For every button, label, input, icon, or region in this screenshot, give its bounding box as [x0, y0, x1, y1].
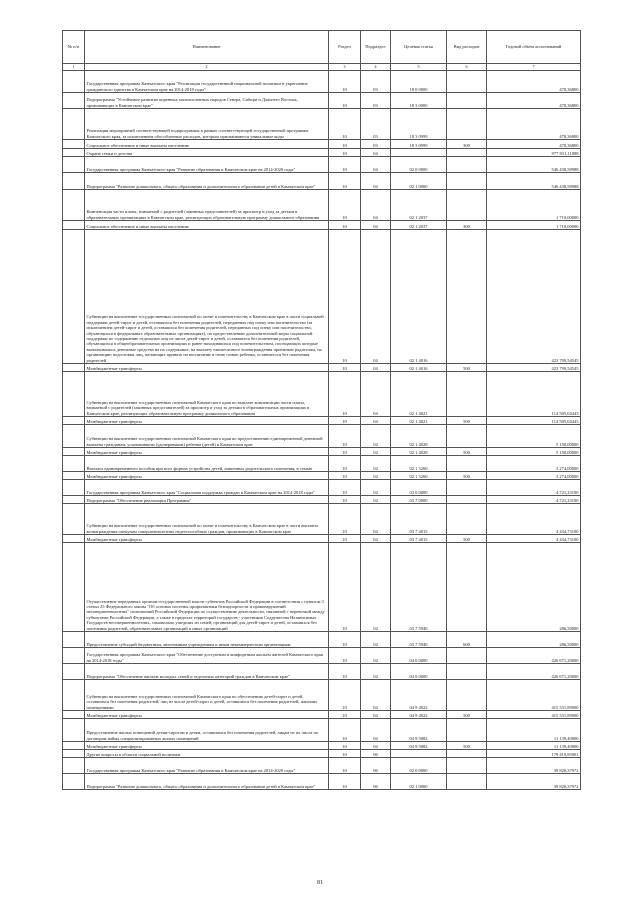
table-row: [63, 480, 581, 496]
row-podrazdel: 03: [361, 140, 391, 149]
row-annual-sum: 4 721,23100: [487, 496, 581, 504]
row-razdel: 10: [329, 221, 361, 230]
row-expense-type: 500: [447, 711, 487, 719]
row-expense-type: [447, 719, 487, 742]
row-annual-sum: 423 799,54545: [487, 364, 581, 372]
row-target-article: 03 7 5940: [391, 632, 447, 648]
row-annual-sum: 39 820,37972: [487, 758, 581, 774]
row-razdel: 10: [329, 109, 361, 140]
row-expense-type: [447, 504, 487, 535]
row-name: Государственная программа Камчатского края "Социальная поддержка граждан в Камчатском крае на 2014-2018 годы": [85, 480, 329, 496]
row-podrazdel: 04: [361, 711, 391, 719]
row-target-article: 02 1 0000: [391, 774, 447, 790]
row-expense-type: 500: [447, 448, 487, 456]
row-expense-type: [447, 664, 487, 680]
row-razdel: 10: [329, 157, 361, 173]
budget-table-page: [62, 30, 580, 790]
row-razdel: 10: [329, 190, 361, 221]
row-annual-sum: 4 434,73100: [487, 504, 581, 535]
row-name: Подпрограмма "Устойчивое развитие коренных малочисленных народов Севера, Сибири и Дальнего Востока, проживающих в Камчатском крае": [85, 93, 329, 109]
row-target-article: [391, 750, 447, 758]
row-name: Межбюджетные трансферты: [85, 535, 329, 543]
row-razdel: 10: [329, 504, 361, 535]
row-podrazdel: 06: [361, 758, 391, 774]
table-row: [63, 230, 581, 364]
row-annual-sum: 5 150,00000: [487, 425, 581, 448]
row-target-article: 04 0 0000: [391, 648, 447, 664]
row-annual-sum: 478,36800: [487, 93, 581, 109]
row-number: [63, 742, 85, 750]
row-podrazdel: 04: [361, 149, 391, 157]
table-row: [63, 680, 581, 711]
row-name: Реализация мероприятий соответствующей подпрограммы в рамках соответствующей государственной программы Камчатского края, за исключением обособленных расходов, которым присваиваются уникальные коды: [85, 109, 329, 140]
row-podrazdel: 04: [361, 221, 391, 230]
table-row: [63, 372, 581, 417]
row-expense-type: [447, 190, 487, 221]
table-row: [63, 157, 581, 173]
table-row: [63, 425, 581, 448]
row-expense-type: [447, 543, 487, 632]
row-name: Подпрограмма "Обеспечение жильем молодых семей и отдельных категорий граждан в Камчатском крае": [85, 664, 329, 680]
row-name: Межбюджетные трансферты: [85, 742, 329, 750]
row-name: Межбюджетные трансферты: [85, 711, 329, 719]
row-target-article: 02 0 0000: [391, 758, 447, 774]
row-name: Субвенции на выполнение государственных полномочий Камчатского края по выплате компенсации части платы, взимаемой с родителей (законных представителей) за присмотр и уход за детьми в образовательных организациях в Камчатском крае, реализующих образовательную программу дошкольного образования: [85, 372, 329, 417]
table-row: [63, 719, 581, 742]
row-annual-sum: 478,36800: [487, 109, 581, 140]
row-annual-sum: 11 139,40000: [487, 742, 581, 750]
row-annual-sum: 112 505,04443: [487, 372, 581, 417]
row-razdel: 10: [329, 456, 361, 472]
table-row: [63, 535, 581, 543]
row-annual-sum: 112 505,04443: [487, 417, 581, 425]
row-razdel: 10: [329, 758, 361, 774]
row-annual-sum: 478,36800: [487, 71, 581, 93]
row-target-article: 18 0 0000: [391, 71, 447, 93]
row-podrazdel: 04: [361, 632, 391, 648]
row-target-article: 02 1 2037: [391, 190, 447, 221]
row-annual-sum: 426 671,29000: [487, 664, 581, 680]
row-number: [63, 774, 85, 790]
row-annual-sum: 1 710,00000: [487, 190, 581, 221]
row-expense-type: [447, 774, 487, 790]
table-header-row: [63, 31, 581, 64]
row-name: Межбюджетные трансферты: [85, 448, 329, 456]
table-row: [63, 774, 581, 790]
table-row: [63, 417, 581, 425]
row-number: [63, 711, 85, 719]
row-target-article: 04 9 4022: [391, 711, 447, 719]
column-index: 5: [391, 64, 447, 71]
table-row: [63, 648, 581, 664]
row-number: [63, 472, 85, 480]
header-podrazdel: Подраздел: [361, 31, 391, 64]
row-number: [63, 109, 85, 140]
row-podrazdel: 04: [361, 472, 391, 480]
row-target-article: 02 1 4028: [391, 425, 447, 448]
row-annual-sum: 1 710,00000: [487, 221, 581, 230]
row-target-article: 02 1 4016: [391, 230, 447, 364]
row-target-article: 04 9 5082: [391, 742, 447, 750]
table-row: [63, 71, 581, 93]
row-number: [63, 93, 85, 109]
row-annual-sum: 426 671,29000: [487, 648, 581, 664]
row-number: [63, 221, 85, 230]
row-annual-sum: 546 438,58988: [487, 157, 581, 173]
row-number: [63, 535, 85, 543]
header-annual-sum: Годовой объем ассигнований: [487, 31, 581, 64]
row-razdel: 10: [329, 664, 361, 680]
page-number: 81: [317, 880, 323, 886]
row-target-article: 04 9 4022: [391, 680, 447, 711]
row-target-article: 03 7 4015: [391, 504, 447, 535]
row-annual-sum: 478,36800: [487, 140, 581, 149]
row-name: Охрана семьи и детства: [85, 149, 329, 157]
table-row: [63, 173, 581, 190]
row-podrazdel: 04: [361, 190, 391, 221]
table-row: [63, 632, 581, 648]
row-number: [63, 750, 85, 758]
row-number: [63, 448, 85, 456]
table-row: [63, 742, 581, 750]
row-podrazdel: 04: [361, 664, 391, 680]
column-index: 3: [329, 64, 361, 71]
row-podrazdel: 04: [361, 742, 391, 750]
row-podrazdel: 04: [361, 425, 391, 448]
row-name: Подпрограмма "Обеспечение реализации Программы": [85, 496, 329, 504]
row-annual-sum: 4 434,73100: [487, 535, 581, 543]
row-podrazdel: 06: [361, 750, 391, 758]
row-number: [63, 480, 85, 496]
row-razdel: 10: [329, 535, 361, 543]
row-name: Осуществление переданных органам государственной власти субъектов Российской Федерации в соответствии с пунктом 3 статьи 25 Федерального закона "Об основах системы профилактики безнадзорности и правонарушений несовершеннолетних" полномочий Российской Федерации по осуществлению деятельности, связанной с перевозкой между субъектами Российской Федерации, а также в пределах территорий государств - участников Содружества Независимых Государств несовершеннолетних, самовольно ушедших из семей, организаций для детей-сирот и детей, оставшихся без попечения родителей, образовательных организаций и иных организаций: [85, 543, 329, 632]
row-number: [63, 71, 85, 93]
table-row: [63, 496, 581, 504]
row-target-article: 18 3 0000: [391, 93, 447, 109]
row-expense-type: 500: [447, 742, 487, 750]
header-name: Наименование: [85, 31, 329, 64]
row-expense-type: 500: [447, 472, 487, 480]
row-podrazdel: 04: [361, 496, 391, 504]
row-number: [63, 140, 85, 149]
row-name: Межбюджетные трансферты: [85, 364, 329, 372]
row-razdel: 10: [329, 480, 361, 496]
column-index-row: [63, 64, 581, 71]
row-podrazdel: 04: [361, 480, 391, 496]
table-row: [63, 190, 581, 221]
column-index: 2: [85, 64, 329, 71]
row-target-article: 02 1 4028: [391, 448, 447, 456]
row-name: Социальное обеспечение и иные выплаты населению: [85, 140, 329, 149]
row-podrazdel: 04: [361, 543, 391, 632]
row-annual-sum: 415 531,89000: [487, 711, 581, 719]
row-expense-type: [447, 71, 487, 93]
row-name: Подпрограмма "Развитие дошкольного, общего образования и дополнительного образования детей в Камчатском крае": [85, 173, 329, 190]
row-expense-type: [447, 93, 487, 109]
table-row: [63, 140, 581, 149]
row-razdel: 10: [329, 742, 361, 750]
row-name: Субвенции на выполнение государственных полномочий по опеке и попечительству в Камчатском крае в части выплаты вознаграждения опекунам совершеннолетних недееспособных граждан, проживающих в Камчатском крае: [85, 504, 329, 535]
row-name: Государственная программа Камчатского края "Реализация государственной национальной политики и укрепление гражданского единства в Камчатском крае на 2014-2018 годы": [85, 71, 329, 93]
row-razdel: 10: [329, 496, 361, 504]
row-number: [63, 496, 85, 504]
row-name: Межбюджетные трансферты: [85, 472, 329, 480]
row-podrazdel: 04: [361, 157, 391, 173]
row-razdel: 10: [329, 364, 361, 372]
row-target-article: 02 1 5260: [391, 456, 447, 472]
column-index: 4: [361, 64, 391, 71]
table-row: [63, 448, 581, 456]
row-razdel: 10: [329, 173, 361, 190]
row-target-article: 02 1 4016: [391, 364, 447, 372]
row-expense-type: 500: [447, 364, 487, 372]
row-expense-type: [447, 496, 487, 504]
row-annual-sum: 286,50000: [487, 632, 581, 648]
row-name: Выплата единовременного пособия при всех формах устройства детей, лишенных родительского попечения, в семью: [85, 456, 329, 472]
row-number: [63, 543, 85, 632]
header-razdel: Раздел: [329, 31, 361, 64]
row-name: Субвенции на выполнение государственных полномочий Камчатского края по обеспечению детей-сирот и детей, оставшихся без попечения родителей, лиц из числа детей-сирот и детей, оставшихся без попечения родителей, жилыми помещениями: [85, 680, 329, 711]
row-number: [63, 758, 85, 774]
row-podrazdel: 04: [361, 372, 391, 417]
row-razdel: 10: [329, 230, 361, 364]
row-number: [63, 504, 85, 535]
budget-table: [62, 30, 581, 790]
row-expense-type: 600: [447, 632, 487, 648]
row-target-article: 02 1 5260: [391, 472, 447, 480]
row-target-article: 03 0 0000: [391, 480, 447, 496]
row-expense-type: [447, 109, 487, 140]
row-name: Подпрограмма "Развитие дошкольного, общего образования и дополнительного образования детей в Камчатском крае": [85, 774, 329, 790]
row-annual-sum: 3 274,00000: [487, 456, 581, 472]
row-razdel: 10: [329, 632, 361, 648]
row-annual-sum: 39 820,37972: [487, 774, 581, 790]
row-podrazdel: 04: [361, 719, 391, 742]
row-expense-type: [447, 750, 487, 758]
row-target-article: [391, 149, 447, 157]
row-number: [63, 632, 85, 648]
row-annual-sum: 11 139,40000: [487, 719, 581, 742]
table-row: [63, 504, 581, 535]
row-name: Субвенции на выполнение государственных полномочий по опеке и попечительству в Камчатском крае в части социальной поддержки детей-сирот и детей, оставшихся без попечения родителей, переданных под опеку или попечительство (за исключением детей-сирот и детей, оставшихся без попечения родителей, переданных под опеку или попечительство, обучающихся в федеральных образовательных организациях), по предоставлению дополнительной меры социальной поддержки по содержанию отдельных лиц из числа детей-сирот и детей, оставшихся без попечения родителей, обучающихся в общеобразовательных организациях и ранее находившихся под попечительством, посещающих которые выплачивались денежные средства на их содержание, на выплату ежемесячного вознаграждения приемным родителям, на организацию подготовки лиц, желающих принять на воспитание в свою семью ребенка, оставшегося без попечения родителей: [85, 230, 329, 364]
row-razdel: 10: [329, 711, 361, 719]
row-number: [63, 173, 85, 190]
table-row: [63, 364, 581, 372]
row-razdel: 10: [329, 448, 361, 456]
row-razdel: 10: [329, 680, 361, 711]
row-expense-type: [447, 173, 487, 190]
header-num: № п/п: [63, 31, 85, 64]
table-row: [63, 543, 581, 632]
row-podrazdel: 04: [361, 230, 391, 364]
row-annual-sum: 4 721,23100: [487, 480, 581, 496]
table-row: [63, 149, 581, 157]
row-number: [63, 417, 85, 425]
row-target-article: 03 7 0000: [391, 496, 447, 504]
table-row: [63, 664, 581, 680]
column-index: 6: [447, 64, 487, 71]
row-razdel: 10: [329, 417, 361, 425]
row-razdel: 10: [329, 543, 361, 632]
row-razdel: 10: [329, 648, 361, 664]
row-razdel: 10: [329, 774, 361, 790]
row-podrazdel: 04: [361, 173, 391, 190]
row-number: [63, 364, 85, 372]
row-name: Предоставление субсидий бюджетным, автономным учреждениям и иным некоммерческим организациям: [85, 632, 329, 648]
row-number: [63, 190, 85, 221]
row-expense-type: [447, 157, 487, 173]
row-annual-sum: 415 531,89000: [487, 680, 581, 711]
header-target-article: Целевая статья: [391, 31, 447, 64]
row-razdel: 10: [329, 372, 361, 417]
row-expense-type: 300: [447, 140, 487, 149]
row-name: Государственная программа Камчатского края "Развитие образования в Камчатском крае на 2014-2020 годы": [85, 758, 329, 774]
row-expense-type: [447, 149, 487, 157]
row-razdel: 10: [329, 149, 361, 157]
row-podrazdel: 04: [361, 448, 391, 456]
row-name: Государственная программа Камчатского края "Обеспечение доступным и комфортным жильем жителей Камчатского края на 2014-2018 годы": [85, 648, 329, 664]
row-number: [63, 157, 85, 173]
row-number: [63, 372, 85, 417]
row-expense-type: [447, 456, 487, 472]
table-body: [63, 71, 581, 790]
row-podrazdel: 03: [361, 93, 391, 109]
table-row: [63, 109, 581, 140]
row-podrazdel: 06: [361, 774, 391, 790]
row-annual-sum: 3 274,00000: [487, 472, 581, 480]
row-razdel: 10: [329, 71, 361, 93]
row-target-article: 04 9 5082: [391, 719, 447, 742]
row-name: Субвенции на выполнение государственных полномочий Камчатского края по предоставлению единовременной денежной выплаты гражданам, усыновившим (удочерившим) ребенка (детей) в Камчатском крае: [85, 425, 329, 448]
row-expense-type: 500: [447, 417, 487, 425]
table-row: [63, 93, 581, 109]
row-number: [63, 230, 85, 364]
row-number: [63, 456, 85, 472]
column-index: 1: [63, 64, 85, 71]
row-name: Другие вопросы в области социальной политики: [85, 750, 329, 758]
row-target-article: 02 1 0000: [391, 173, 447, 190]
row-number: [63, 719, 85, 742]
row-podrazdel: 04: [361, 535, 391, 543]
table-row: [63, 472, 581, 480]
row-target-article: 03 7 4015: [391, 535, 447, 543]
row-expense-type: [447, 425, 487, 448]
row-razdel: 10: [329, 140, 361, 149]
row-podrazdel: 04: [361, 648, 391, 664]
row-expense-type: 300: [447, 221, 487, 230]
row-number: [63, 425, 85, 448]
row-name: Компенсация части платы, взимаемой с родителей (законных представителей) за присмотр и уход за детьми в образовательных организациях в Камчатском крае, реализующих образовательную программу дошкольного образования: [85, 190, 329, 221]
row-podrazdel: 04: [361, 417, 391, 425]
row-number: [63, 664, 85, 680]
row-expense-type: 500: [447, 535, 487, 543]
row-podrazdel: 04: [361, 504, 391, 535]
row-podrazdel: 04: [361, 680, 391, 711]
row-annual-sum: 546 438,58988: [487, 173, 581, 190]
row-name: Межбюджетные трансферты: [85, 417, 329, 425]
row-expense-type: [447, 480, 487, 496]
row-name: Социальное обеспечение и иные выплаты населению: [85, 221, 329, 230]
row-target-article: 18 3 0999: [391, 140, 447, 149]
row-target-article: 03 7 5940: [391, 543, 447, 632]
row-number: [63, 648, 85, 664]
table-row: [63, 750, 581, 758]
row-razdel: 10: [329, 750, 361, 758]
row-target-article: 02 1 4021: [391, 417, 447, 425]
row-target-article: 18 3 0999: [391, 109, 447, 140]
row-target-article: 02 0 0000: [391, 157, 447, 173]
row-razdel: 10: [329, 425, 361, 448]
table-row: [63, 456, 581, 472]
row-annual-sum: 179 419,85001: [487, 750, 581, 758]
row-razdel: 10: [329, 719, 361, 742]
row-annual-sum: 286,50000: [487, 543, 581, 632]
row-podrazdel: 04: [361, 456, 391, 472]
row-expense-type: [447, 680, 487, 711]
row-podrazdel: 03: [361, 71, 391, 93]
row-razdel: 10: [329, 472, 361, 480]
row-podrazdel: 03: [361, 109, 391, 140]
row-name: Государственная программа Камчатского края "Развитие образования в Камчатском крае на 2014-2020 годы": [85, 157, 329, 173]
row-razdel: 10: [329, 93, 361, 109]
header-expense-type: Вид расходов: [447, 31, 487, 64]
row-target-article: 04 9 0000: [391, 664, 447, 680]
row-number: [63, 149, 85, 157]
table-row: [63, 221, 581, 230]
table-row: [63, 758, 581, 774]
row-target-article: 02 1 4021: [391, 372, 447, 417]
row-number: [63, 680, 85, 711]
row-annual-sum: 5 150,00000: [487, 448, 581, 456]
row-annual-sum: 423 799,54545: [487, 230, 581, 364]
table-row: [63, 711, 581, 719]
row-podrazdel: 04: [361, 364, 391, 372]
row-expense-type: [447, 648, 487, 664]
row-expense-type: [447, 230, 487, 364]
row-target-article: 02 1 2037: [391, 221, 447, 230]
row-annual-sum: 977 831,11088: [487, 149, 581, 157]
row-expense-type: [447, 758, 487, 774]
row-name: Предоставление жилых помещений детям-сиротам и детям, оставшимся без попечения родителей, лицам из их числа по договорам найма специализированных жилых помещений: [85, 719, 329, 742]
column-index: 7: [487, 64, 581, 71]
row-expense-type: [447, 372, 487, 417]
